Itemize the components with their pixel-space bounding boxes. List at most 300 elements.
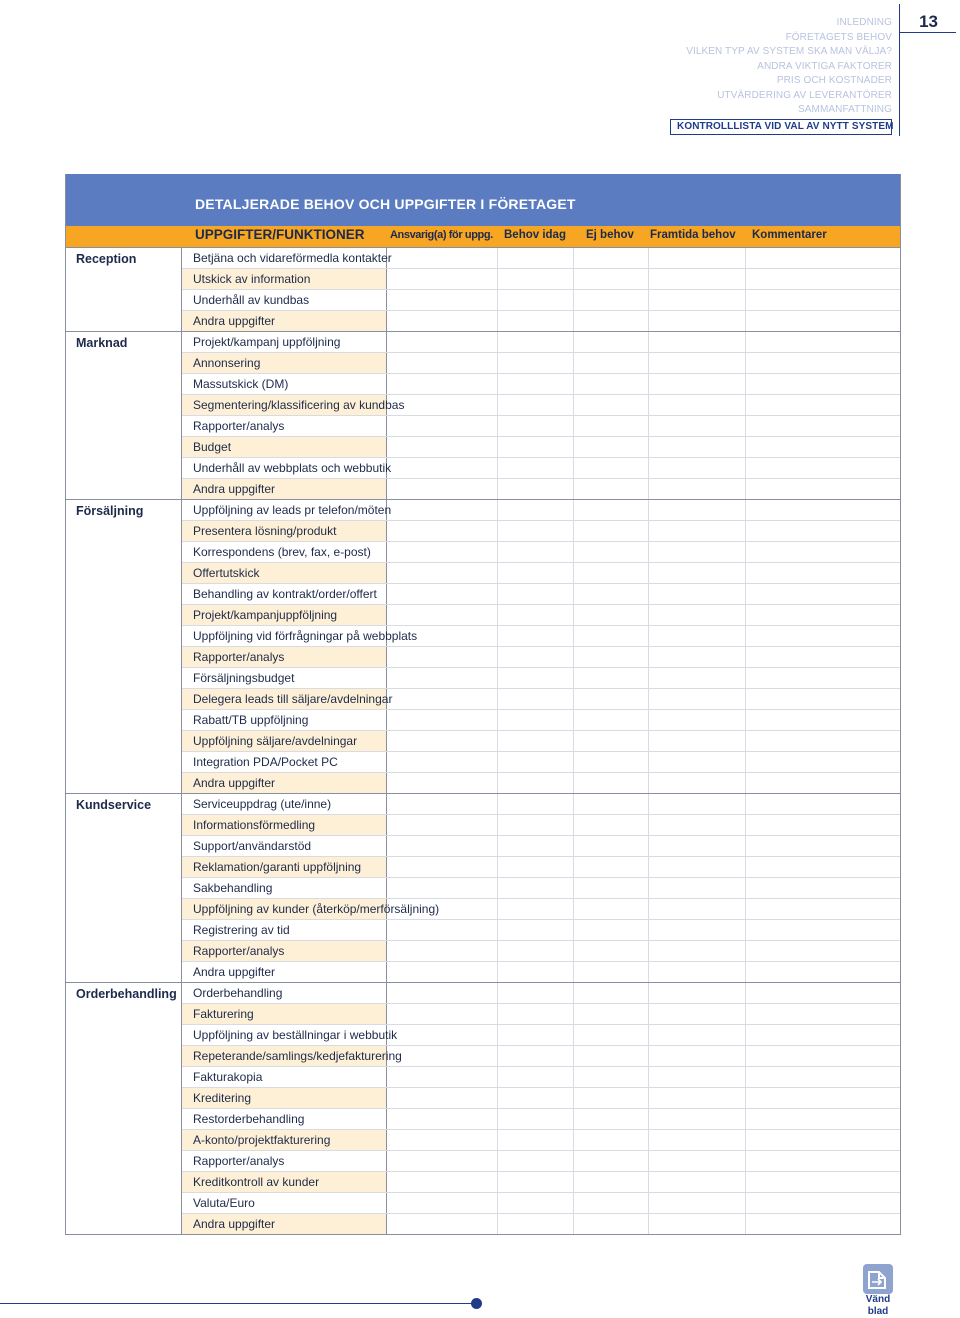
input-cell[interactable] (746, 878, 900, 898)
input-cell[interactable] (387, 836, 498, 856)
input-cell[interactable] (746, 773, 900, 793)
task-cell: Presentera lösning/produkt (182, 521, 387, 541)
task-cell: Fakturakopia (182, 1067, 387, 1087)
table-row (182, 395, 900, 416)
input-cell[interactable] (574, 668, 649, 688)
input-cell[interactable] (746, 1067, 900, 1087)
nav-item[interactable]: FÖRETAGETS BEHOV (785, 31, 892, 43)
input-cell[interactable] (387, 1214, 498, 1234)
input-cell[interactable] (649, 1046, 746, 1066)
table-section (66, 982, 900, 1234)
section-label: Försäljning (66, 500, 182, 793)
input-cell[interactable] (649, 584, 746, 604)
input-cell[interactable] (649, 794, 746, 814)
nav-item-active[interactable]: KONTROLLLISTA VID VAL AV NYTT SYSTEM (670, 119, 892, 136)
input-cell[interactable] (498, 1130, 574, 1150)
input-cell[interactable] (746, 311, 900, 331)
input-cell[interactable] (574, 416, 649, 436)
input-cell[interactable] (387, 458, 498, 478)
section-label: Kundservice (66, 794, 182, 982)
input-cell[interactable] (498, 983, 574, 1003)
table-row (182, 1130, 900, 1151)
nav-item[interactable]: ANDRA VIKTIGA FAKTORER (757, 60, 892, 72)
table-row (182, 521, 900, 542)
input-cell[interactable] (498, 332, 574, 352)
input-cell[interactable] (574, 1088, 649, 1108)
input-cell[interactable] (746, 689, 900, 709)
input-cell[interactable] (649, 857, 746, 877)
input-cell[interactable] (746, 731, 900, 751)
input-cell[interactable] (498, 1004, 574, 1024)
input-cell[interactable] (387, 584, 498, 604)
input-cell[interactable] (498, 710, 574, 730)
input-cell[interactable] (574, 962, 649, 982)
input-cell[interactable] (649, 353, 746, 373)
input-cell[interactable] (574, 605, 649, 625)
input-cell[interactable] (746, 521, 900, 541)
input-cell[interactable] (498, 248, 574, 268)
table-row (182, 1046, 900, 1067)
input-cell[interactable] (574, 647, 649, 667)
input-cell[interactable] (574, 836, 649, 856)
input-cell[interactable] (387, 773, 498, 793)
input-cell[interactable] (498, 668, 574, 688)
input-cell[interactable] (498, 374, 574, 394)
input-cell[interactable] (498, 941, 574, 961)
table-row (182, 1088, 900, 1109)
input-cell[interactable] (387, 374, 498, 394)
input-cell[interactable] (498, 794, 574, 814)
table-row (182, 668, 900, 689)
footer-dot (471, 1298, 482, 1309)
input-cell[interactable] (574, 1172, 649, 1192)
table-row (182, 689, 900, 710)
input-cell[interactable] (498, 1025, 574, 1045)
input-cell[interactable] (649, 920, 746, 940)
input-cell[interactable] (574, 878, 649, 898)
section-label: Reception (66, 248, 182, 331)
table-row (182, 542, 900, 563)
input-cell[interactable] (746, 332, 900, 352)
page-flip-label-line2: blad (867, 1306, 889, 1317)
table-row (182, 1067, 900, 1088)
input-cell[interactable] (746, 458, 900, 478)
input-cell[interactable] (746, 920, 900, 940)
input-cell[interactable] (746, 626, 900, 646)
task-cell: Offertutskick (182, 563, 387, 583)
task-cell: Underhåll av webbplats och webbutik (182, 458, 387, 478)
input-cell[interactable] (574, 710, 649, 730)
input-cell[interactable] (574, 1130, 649, 1150)
input-cell[interactable] (498, 731, 574, 751)
input-cell[interactable] (649, 1109, 746, 1129)
input-cell[interactable] (746, 962, 900, 982)
input-cell[interactable] (387, 878, 498, 898)
input-cell[interactable] (574, 794, 649, 814)
input-cell[interactable] (498, 1046, 574, 1066)
input-cell[interactable] (498, 1067, 574, 1087)
input-cell[interactable] (746, 1151, 900, 1171)
table-header-row (66, 226, 900, 248)
input-cell[interactable] (649, 1193, 746, 1213)
input-cell[interactable] (649, 815, 746, 835)
table-row (182, 500, 900, 521)
input-cell[interactable] (387, 1067, 498, 1087)
input-cell[interactable] (387, 437, 498, 457)
table-row (182, 374, 900, 395)
input-cell[interactable] (387, 983, 498, 1003)
input-cell[interactable] (498, 542, 574, 562)
input-cell[interactable] (649, 710, 746, 730)
input-cell[interactable] (649, 836, 746, 856)
footer-line (0, 1303, 476, 1304)
input-cell[interactable] (387, 1025, 498, 1045)
input-cell[interactable] (574, 1193, 649, 1213)
input-cell[interactable] (387, 647, 498, 667)
table-row (182, 1151, 900, 1172)
input-cell[interactable] (387, 332, 498, 352)
input-cell[interactable] (746, 941, 900, 961)
input-cell[interactable] (498, 920, 574, 940)
input-cell[interactable] (649, 668, 746, 688)
input-cell[interactable] (649, 773, 746, 793)
input-cell[interactable] (746, 1214, 900, 1234)
input-cell[interactable] (387, 815, 498, 835)
page-flip-label-line1: Vänd (865, 1294, 891, 1305)
input-cell[interactable] (387, 416, 498, 436)
input-cell[interactable] (387, 857, 498, 877)
input-cell[interactable] (746, 1088, 900, 1108)
input-cell[interactable] (498, 479, 574, 499)
input-cell[interactable] (387, 605, 498, 625)
input-cell[interactable] (387, 353, 498, 373)
input-cell[interactable] (649, 332, 746, 352)
table-row (182, 836, 900, 857)
section-rows (182, 794, 900, 982)
input-cell[interactable] (574, 1214, 649, 1234)
input-cell[interactable] (574, 689, 649, 709)
input-cell[interactable] (574, 521, 649, 541)
input-cell[interactable] (746, 248, 900, 268)
input-cell[interactable] (746, 563, 900, 583)
input-cell[interactable] (649, 899, 746, 919)
chapter-nav (632, 16, 892, 135)
input-cell[interactable] (387, 1046, 498, 1066)
input-cell[interactable] (387, 248, 498, 268)
input-cell[interactable] (498, 815, 574, 835)
input-cell[interactable] (746, 605, 900, 625)
input-cell[interactable] (746, 479, 900, 499)
header-need-today: Behov idag (504, 229, 566, 241)
input-cell[interactable] (498, 1172, 574, 1192)
task-cell: Budget (182, 437, 387, 457)
input-cell[interactable] (387, 794, 498, 814)
input-cell[interactable] (498, 962, 574, 982)
input-cell[interactable] (649, 1088, 746, 1108)
input-cell[interactable] (498, 626, 574, 646)
input-cell[interactable] (387, 563, 498, 583)
input-cell[interactable] (498, 500, 574, 520)
input-cell[interactable] (649, 878, 746, 898)
input-cell[interactable] (746, 542, 900, 562)
input-cell[interactable] (746, 374, 900, 394)
task-cell: Rapporter/analys (182, 941, 387, 961)
input-cell[interactable] (387, 710, 498, 730)
input-cell[interactable] (649, 479, 746, 499)
input-cell[interactable] (746, 1193, 900, 1213)
input-cell[interactable] (387, 1109, 498, 1129)
nav-item[interactable]: SAMMANFATTNING (798, 104, 892, 115)
input-cell[interactable] (574, 1067, 649, 1087)
input-cell[interactable] (649, 374, 746, 394)
task-cell: Projekt/kampanjuppföljning (182, 605, 387, 625)
input-cell[interactable] (649, 521, 746, 541)
input-cell[interactable] (498, 752, 574, 772)
input-cell[interactable] (574, 311, 649, 331)
input-cell[interactable] (498, 857, 574, 877)
input-cell[interactable] (649, 941, 746, 961)
input-cell[interactable] (387, 668, 498, 688)
task-cell: Betjäna och vidareförmedla kontakter (182, 248, 387, 268)
input-cell[interactable] (746, 1025, 900, 1045)
input-cell[interactable] (649, 1172, 746, 1192)
section-label: Marknad (66, 332, 182, 499)
input-cell[interactable] (498, 1088, 574, 1108)
input-cell[interactable] (498, 416, 574, 436)
input-cell[interactable] (746, 290, 900, 310)
input-cell[interactable] (574, 353, 649, 373)
input-cell[interactable] (574, 773, 649, 793)
input-cell[interactable] (649, 647, 746, 667)
input-cell[interactable] (498, 647, 574, 667)
input-cell[interactable] (498, 836, 574, 856)
input-cell[interactable] (746, 1046, 900, 1066)
input-cell[interactable] (649, 1004, 746, 1024)
nav-item[interactable]: VILKEN TYP AV SYSTEM SKA MAN VÄLJA? (686, 46, 892, 57)
nav-item[interactable]: INLEDNING (836, 17, 892, 28)
input-cell[interactable] (387, 1088, 498, 1108)
task-cell: Utskick av information (182, 269, 387, 289)
input-cell[interactable] (387, 920, 498, 940)
input-cell[interactable] (498, 395, 574, 415)
input-cell[interactable] (387, 962, 498, 982)
input-cell[interactable] (746, 1172, 900, 1192)
input-cell[interactable] (649, 1067, 746, 1087)
input-cell[interactable] (498, 269, 574, 289)
input-cell[interactable] (649, 689, 746, 709)
input-cell[interactable] (387, 626, 498, 646)
task-cell: Massutskick (DM) (182, 374, 387, 394)
table-row (182, 290, 900, 311)
input-cell[interactable] (498, 521, 574, 541)
input-cell[interactable] (649, 248, 746, 268)
input-cell[interactable] (746, 395, 900, 415)
input-cell[interactable] (574, 332, 649, 352)
task-cell: Uppföljning säljare/avdelningar (182, 731, 387, 751)
header-comments: Kommentarer (752, 229, 827, 241)
input-cell[interactable] (387, 1130, 498, 1150)
input-cell[interactable] (387, 290, 498, 310)
input-cell[interactable] (387, 395, 498, 415)
input-cell[interactable] (498, 1214, 574, 1234)
input-cell[interactable] (746, 983, 900, 1003)
input-cell[interactable] (649, 1025, 746, 1045)
input-cell[interactable] (498, 899, 574, 919)
input-cell[interactable] (574, 584, 649, 604)
page-flip-label[interactable] (858, 1294, 898, 1318)
input-cell[interactable] (387, 542, 498, 562)
input-cell[interactable] (649, 1130, 746, 1150)
task-cell: Kreditering (182, 1088, 387, 1108)
input-cell[interactable] (574, 290, 649, 310)
input-cell[interactable] (746, 857, 900, 877)
input-cell[interactable] (498, 458, 574, 478)
input-cell[interactable] (498, 1193, 574, 1213)
page-flip-icon[interactable] (863, 1264, 893, 1294)
input-cell[interactable] (387, 479, 498, 499)
input-cell[interactable] (574, 500, 649, 520)
input-cell[interactable] (746, 416, 900, 436)
input-cell[interactable] (387, 1151, 498, 1171)
input-cell[interactable] (746, 899, 900, 919)
input-cell[interactable] (746, 710, 900, 730)
input-cell[interactable] (498, 878, 574, 898)
input-cell[interactable] (746, 269, 900, 289)
input-cell[interactable] (387, 752, 498, 772)
input-cell[interactable] (574, 269, 649, 289)
input-cell[interactable] (387, 731, 498, 751)
input-cell[interactable] (387, 941, 498, 961)
input-cell[interactable] (574, 752, 649, 772)
input-cell[interactable] (574, 458, 649, 478)
input-cell[interactable] (649, 605, 746, 625)
input-cell[interactable] (649, 458, 746, 478)
input-cell[interactable] (498, 1109, 574, 1129)
input-cell[interactable] (498, 689, 574, 709)
input-cell[interactable] (574, 1151, 649, 1171)
input-cell[interactable] (649, 962, 746, 982)
input-cell[interactable] (498, 605, 574, 625)
input-cell[interactable] (746, 1130, 900, 1150)
nav-item[interactable]: PRIS OCH KOSTNADER (776, 75, 892, 86)
input-cell[interactable] (498, 1151, 574, 1171)
task-cell: Andra uppgifter (182, 479, 387, 499)
input-cell[interactable] (574, 1046, 649, 1066)
input-cell[interactable] (746, 836, 900, 856)
page-number: 13 (919, 12, 938, 31)
input-cell[interactable] (387, 1193, 498, 1213)
input-cell[interactable] (746, 353, 900, 373)
input-cell[interactable] (387, 1004, 498, 1024)
input-cell[interactable] (574, 1004, 649, 1024)
input-cell[interactable] (574, 941, 649, 961)
input-cell[interactable] (649, 290, 746, 310)
input-cell[interactable] (387, 311, 498, 331)
input-cell[interactable] (387, 1172, 498, 1192)
input-cell[interactable] (746, 1109, 900, 1129)
task-cell: Uppföljning av kunder (återköp/merförsäljning) (182, 899, 387, 919)
input-cell[interactable] (649, 563, 746, 583)
input-cell[interactable] (574, 374, 649, 394)
input-cell[interactable] (746, 437, 900, 457)
input-cell[interactable] (746, 794, 900, 814)
input-cell[interactable] (574, 437, 649, 457)
input-cell[interactable] (649, 500, 746, 520)
input-cell[interactable] (649, 752, 746, 772)
task-cell: Rapporter/analys (182, 647, 387, 667)
input-cell[interactable] (498, 437, 574, 457)
input-cell[interactable] (746, 500, 900, 520)
table-row (182, 1004, 900, 1025)
input-cell[interactable] (649, 1214, 746, 1234)
input-cell[interactable] (574, 815, 649, 835)
input-cell[interactable] (498, 773, 574, 793)
input-cell[interactable] (649, 269, 746, 289)
input-cell[interactable] (574, 395, 649, 415)
input-cell[interactable] (574, 920, 649, 940)
table-row (182, 1172, 900, 1193)
input-cell[interactable] (574, 857, 649, 877)
input-cell[interactable] (574, 563, 649, 583)
input-cell[interactable] (649, 311, 746, 331)
input-cell[interactable] (387, 500, 498, 520)
input-cell[interactable] (649, 1151, 746, 1171)
input-cell[interactable] (498, 584, 574, 604)
table-row (182, 458, 900, 479)
input-cell[interactable] (387, 521, 498, 541)
input-cell[interactable] (746, 647, 900, 667)
input-cell[interactable] (746, 752, 900, 772)
input-cell[interactable] (649, 983, 746, 1003)
input-cell[interactable] (649, 542, 746, 562)
input-cell[interactable] (498, 353, 574, 373)
table-row (182, 437, 900, 458)
input-cell[interactable] (387, 899, 498, 919)
input-cell[interactable] (574, 1109, 649, 1129)
input-cell[interactable] (746, 1004, 900, 1024)
table-section (66, 793, 900, 982)
task-cell: Uppföljning av leads pr telefon/möten (182, 500, 387, 520)
input-cell[interactable] (649, 626, 746, 646)
input-cell[interactable] (746, 668, 900, 688)
input-cell[interactable] (574, 626, 649, 646)
input-cell[interactable] (387, 269, 498, 289)
nav-item[interactable]: UTVÄRDERING AV LEVERANTÖRER (717, 89, 892, 101)
table-row (182, 815, 900, 836)
input-cell[interactable] (574, 1025, 649, 1045)
input-cell[interactable] (387, 689, 498, 709)
input-cell[interactable] (498, 563, 574, 583)
input-cell[interactable] (746, 584, 900, 604)
input-cell[interactable] (574, 899, 649, 919)
input-cell[interactable] (498, 311, 574, 331)
input-cell[interactable] (574, 542, 649, 562)
input-cell[interactable] (498, 290, 574, 310)
input-cell[interactable] (649, 395, 746, 415)
table-row (182, 479, 900, 499)
section-rows (182, 332, 900, 499)
input-cell[interactable] (649, 437, 746, 457)
input-cell[interactable] (746, 815, 900, 835)
input-cell[interactable] (649, 731, 746, 751)
input-cell[interactable] (649, 416, 746, 436)
input-cell[interactable] (574, 731, 649, 751)
task-cell: Behandling av kontrakt/order/offert (182, 584, 387, 604)
input-cell[interactable] (574, 983, 649, 1003)
input-cell[interactable] (574, 248, 649, 268)
table-row (182, 626, 900, 647)
input-cell[interactable] (574, 479, 649, 499)
